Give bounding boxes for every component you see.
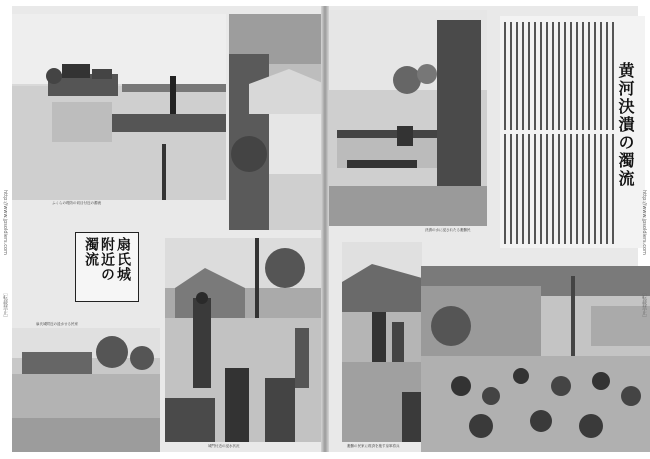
- left-margin-mark: ［転載禁止］: [2, 290, 8, 320]
- left-page: [12, 6, 325, 452]
- left-title-box: [75, 232, 139, 302]
- right-margin-url: http://www.jpsoldiers.com: [641, 190, 647, 255]
- photo-flooded-moat: [12, 14, 226, 200]
- photo-refugees-courtyard: [421, 266, 650, 452]
- photo-soldiers-street: [165, 238, 325, 442]
- photo-street-crowd: [342, 242, 422, 442]
- caption-5: 避難の民家に救済を施す皇軍将兵: [347, 444, 400, 448]
- caption-1: ふくらの堤防の切目付近の濁流: [52, 201, 101, 205]
- photo-flood-wall-horses: [327, 10, 487, 226]
- left-margin-url: http://www.jpsoldiers.com: [2, 190, 8, 255]
- article-column: [500, 16, 645, 248]
- right-heading: 黄河決潰の濁流: [616, 62, 635, 188]
- photo-flooded-village: [12, 328, 160, 452]
- page-gutter: [321, 6, 329, 452]
- magazine-spread: [12, 6, 638, 452]
- caption-3: 城門付近の浸水状況: [208, 444, 240, 448]
- photo-flooded-hut: [229, 14, 325, 230]
- right-margin-mark: ［転載禁止］: [641, 290, 647, 320]
- left-heading-line-1: 扇氏城: [115, 237, 131, 282]
- left-heading-line-3: 濁流: [83, 237, 99, 267]
- article-body-text: [504, 22, 616, 244]
- caption-4: 決潰の水に浸されたる避難民: [425, 228, 471, 232]
- left-heading-line-2: 附近の: [99, 237, 115, 282]
- caption-2: 扇氏城附近の浸水せる民家: [36, 322, 78, 326]
